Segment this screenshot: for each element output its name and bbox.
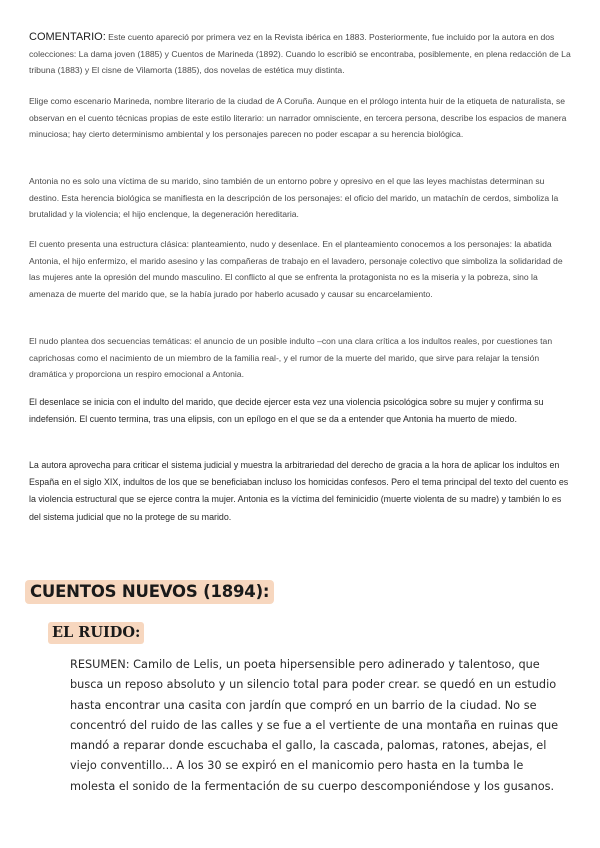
comentario-paragraph-1 — [29, 29, 574, 79]
comentario-paragraph-7: La autora aprovecha para criticar el sistema judicial y muestra la arbitrariedad del derecho de gracia a la hora de aplicar los indultos en España en el siglo XIX, indultos de los que se beneficiaban incluso los homicidas confesos. Pero el tema principal del texto del cuento es la violencia estructural que se ejerce contra la mujer. Antonia es la víctima del feminicidio (muerte violenta de su madre) y también lo es del sistema judicial que no la protege de su marido. — [29, 460, 569, 522]
comentario-paragraph-6: El desenlace se inicia con el indulto del marido, que decide ejercer esta vez una violencia psicológica sobre su mujer y confirma su indefensión. El cuento termina, tras una elipsis, con un epílogo en el que se da a entender que Antonia ha muerto de miedo. — [29, 397, 544, 425]
comentario-paragraph-5: El nudo plantea dos secuencias temáticas: el anuncio de un posible indulto –con una clara crítica a los indultos reales, por cuestiones tan caprichosas como el nacimiento de un miembro de la familia real-, y el rumor de la muerte del marido, que sirve para relajar la tensión dramática y proporciona un respiro emocional a Antonia. — [29, 336, 553, 380]
comentario-paragraph-2: Elige como escenario Marineda, nombre literario de la ciudad de A Coruña. Aunque en el prólogo intenta huir de la etiqueta de naturalista, se observan en el cuento técnicas propias de este estilo literario: un narrador omnisciente, en tercera persona, describe los espacios de manera minuciosa; hay cierto determinismo ambiental y los personajes parecen no poder escapar a su herencia biológica. — [29, 96, 567, 140]
comentario-paragraph-3: Antonia no es solo una víctima de su marido, sino también de un entorno pobre y opresivo en el que las leyes machistas determinan su destino. Esta herencia biológica se manifiesta en la descripción de los personajes: el oficio del marido, un matachín de cerdos, simboliza la brutalidad y la violencia; el hijo enclenque, la degeneración hereditaria. — [29, 176, 559, 220]
comentario-paragraph-1-text: Este cuento apareció por primera vez en la Revista ibérica en 1883. Posteriormente, fue incluido por la autora en dos colecciones: La dama joven (1885) y Cuentos de Marineda (1892). Cuando lo escribió se encontraba, posiblemente, en plena redacción de La tribuna (1883) y El cisne de Vilamorta (1885), dos novelas de estética muy distinta. — [29, 32, 571, 76]
story-heading: EL RUIDO: — [48, 622, 144, 644]
comentario-paragraph-4: El cuento presenta una estructura clásica: planteamiento, nudo y desenlace. En el planteamiento conocemos a los personajes: la abatida Antonia, el hijo enfermizo, el marido asesino y las compañeras de trabajo en el lavadero, personaje colectivo que simboliza la solidaridad de las mujeres ante la opresión del mundo masculino. El conflicto al que se enfrenta la protagonista no es la miseria y la pobreza, sino la amenaza de muerte del marido que, se la había jurado por haberlo acusado y causar su encarcelamiento. — [29, 239, 563, 299]
comentario-label: COMENTARIO: — [29, 31, 106, 43]
section-heading: CUENTOS NUEVOS (1894): — [25, 580, 274, 604]
resumen-paragraph: RESUMEN: Camilo de Lelis, un poeta hipersensible pero adinerado y talentoso, que busca un reposo absoluto y un silencio total para poder crear. se quedó en un estudio hasta encontrar una casita con jardín que compró en un barrio de la ciudad. No se concentró del ruido de las calles y se fue a el vertiente de una montaña en ruinas que mandó a reparar donde escuchaba el gallo, la cascada, palomas, ratones, abejas, el viejo conventillo... A los 30 se expiró en el manicomio pero hasta en la tumba le molesta el sonido de la fermentación de su cuerpo descomponiéndose y los gusanos. — [70, 658, 559, 793]
